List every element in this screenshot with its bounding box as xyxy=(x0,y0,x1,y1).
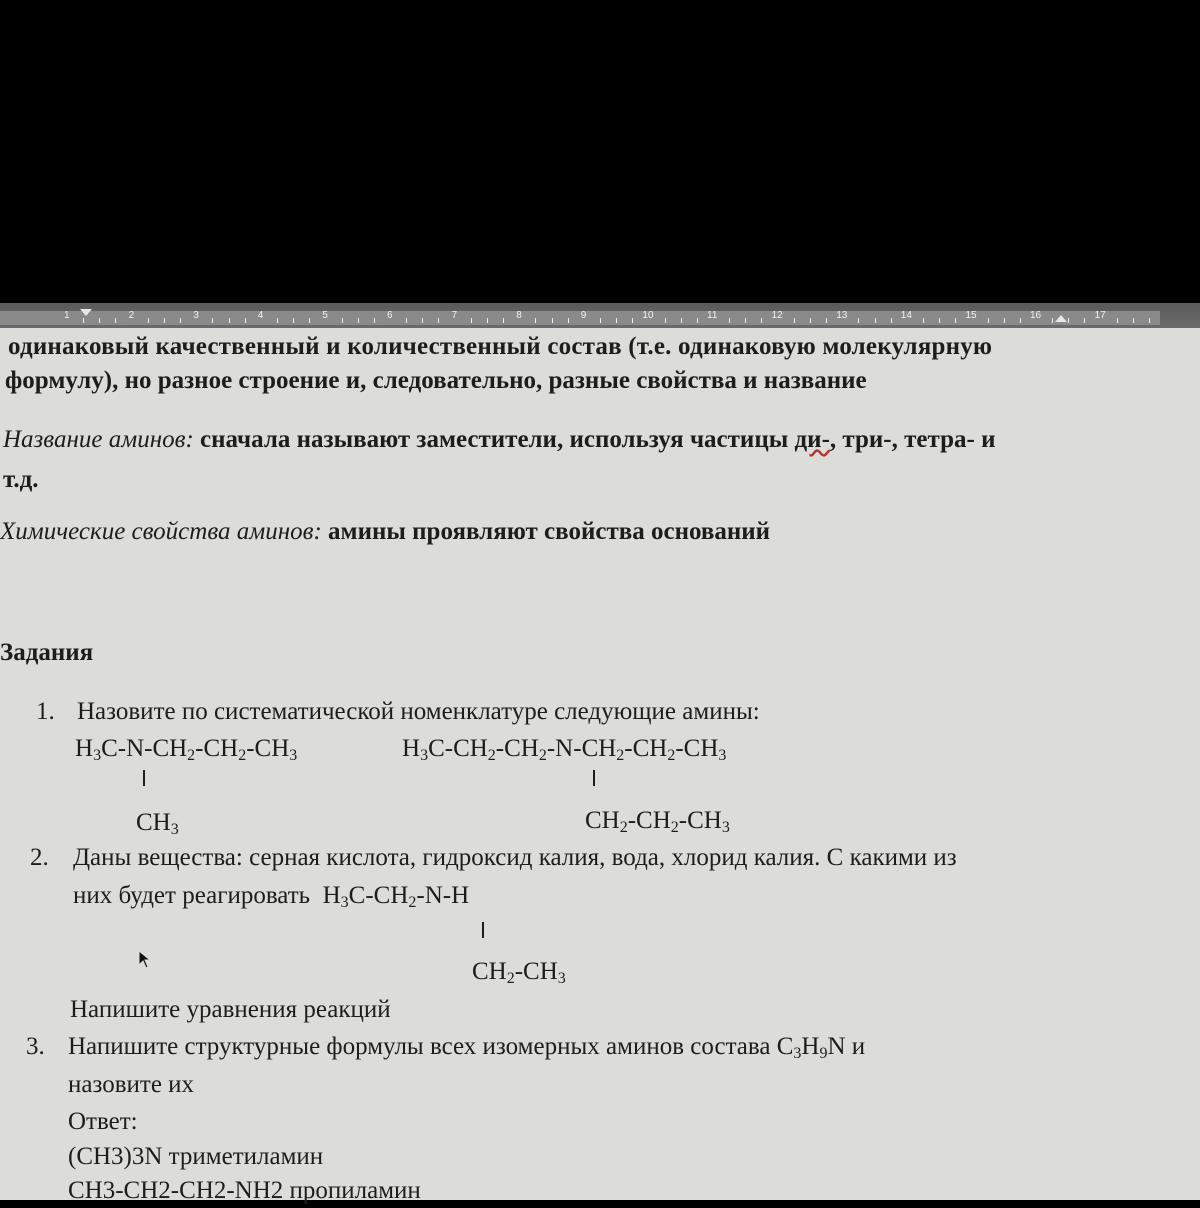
task2-line-1: Даны вещества: серная кислота, гидроксид калия, вода, хлорид калия. С какими из xyxy=(73,844,957,871)
ruler-minor-tick xyxy=(115,318,116,323)
ruler-minor-tick xyxy=(406,318,407,323)
task3-answer-1: (CH3)3N триметиламин xyxy=(68,1143,324,1170)
ruler-minor-tick xyxy=(1020,318,1021,323)
ruler-minor-tick xyxy=(891,318,892,323)
ruler-minor-tick xyxy=(923,318,924,323)
ruler-minor-tick xyxy=(761,318,762,323)
task1-formula-b-branch: $CH_2-CH_2-CH_3$ xyxy=(585,807,730,836)
ruler-minor-tick xyxy=(180,318,181,323)
task3-line-1: Напишите структурные формулы всех изомерных аминов состава $C_3H_9N$ и xyxy=(68,1033,866,1062)
ruler-minor-tick xyxy=(988,318,989,323)
task3-answer-label: Ответ: xyxy=(68,1108,138,1135)
task1-text: Назовите по систематической номенклатуре следующие амины: xyxy=(77,698,760,725)
document-page xyxy=(0,328,1200,1204)
ruler-number: 11 xyxy=(707,310,718,321)
ruler-minor-tick xyxy=(826,318,827,323)
ruler-number: 10 xyxy=(642,310,654,321)
task1-formula-a-bond xyxy=(143,770,145,786)
task2-line-2: них будет реагировать $H_3C-CH_2-N-H$ xyxy=(73,882,470,911)
ruler-minor-tick xyxy=(293,318,294,323)
ruler-minor-tick xyxy=(858,318,859,323)
ruler-number: 15 xyxy=(965,310,977,321)
ruler-minor-tick xyxy=(568,318,569,323)
ruler-minor-tick xyxy=(83,318,84,323)
ruler-number: 6 xyxy=(387,310,393,321)
task3-answer-2: CH3-CH2-CH2-NH2 пропиламин xyxy=(68,1177,421,1204)
ruler-minor-tick xyxy=(99,318,100,323)
task1-formula-a-branch: $CH_3$ xyxy=(136,809,179,838)
ruler-number: 7 xyxy=(451,310,458,321)
ruler-minor-tick xyxy=(955,318,956,323)
ruler-minor-tick xyxy=(422,318,423,323)
task1-formula-b: $H_3C-CH_2-CH_2-N-CH_2-CH_2-CH_3$ xyxy=(402,735,727,764)
ruler-minor-tick xyxy=(552,318,553,323)
ruler-number: 17 xyxy=(1094,310,1106,321)
task3-number: 3. xyxy=(26,1033,45,1060)
naming-di: ди- xyxy=(794,426,830,453)
ruler-minor-tick xyxy=(438,318,439,323)
ruler-number: 8 xyxy=(516,310,522,321)
right-indent-marker-icon[interactable] xyxy=(1055,315,1067,322)
task2-number: 2. xyxy=(30,844,49,871)
ruler-minor-tick xyxy=(1133,318,1134,323)
ruler-minor-tick xyxy=(277,318,278,323)
chem-props-label: Химические свойства аминов: xyxy=(0,518,322,545)
ruler-minor-tick xyxy=(471,318,472,323)
ruler-minor-tick xyxy=(939,318,940,323)
task2-formula-branch: $CH_2-CH_3$ xyxy=(472,958,566,987)
ruler-minor-tick xyxy=(1052,318,1053,323)
ruler-minor-tick xyxy=(1068,318,1069,323)
ruler-minor-tick xyxy=(309,318,310,323)
task2-formula-bond xyxy=(482,922,484,938)
ruler-number: 12 xyxy=(771,310,783,321)
document-ruler[interactable] xyxy=(0,303,1200,329)
task1-formula-a: $H_3C-N-CH_2-CH_2-CH_3$ xyxy=(75,735,298,764)
ruler-minor-tick xyxy=(342,318,343,323)
chem-props-paragraph xyxy=(0,515,770,549)
ruler-number: 5 xyxy=(322,310,328,321)
ruler-number: 4 xyxy=(257,310,264,321)
ruler-number: 3 xyxy=(193,310,199,321)
ruler-minor-tick xyxy=(794,318,795,323)
ruler-minor-tick xyxy=(148,318,149,323)
ruler-minor-tick xyxy=(1084,318,1085,323)
task2-line-3: Напишите уравнения реакций xyxy=(70,996,391,1023)
ruler-minor-tick xyxy=(729,318,730,323)
task2-formula: $H_3C-CH_2-N-H$ xyxy=(322,882,470,911)
ruler-minor-tick xyxy=(1149,318,1150,323)
ruler-number: 16 xyxy=(1030,310,1042,321)
naming-line-2: т.д. xyxy=(3,466,39,493)
ruler-number: 13 xyxy=(836,310,848,321)
ruler-minor-tick xyxy=(374,318,375,323)
ruler-minor-tick xyxy=(681,318,682,323)
ruler-minor-tick xyxy=(535,318,536,323)
ruler-minor-tick xyxy=(745,318,746,323)
chem-props-text: амины проявляют свойства оснований xyxy=(321,518,771,545)
naming-text: сначала называют заместители, используя частицы xyxy=(193,426,795,453)
ruler-number: 2 xyxy=(128,310,135,321)
ruler-number: 9 xyxy=(580,310,587,321)
ruler-minor-tick xyxy=(245,318,246,323)
naming-text-2: , три-, тетра- и xyxy=(829,426,996,453)
ruler-minor-tick xyxy=(616,318,617,323)
ruler-minor-tick xyxy=(697,318,698,323)
ruler-minor-tick xyxy=(1004,318,1005,323)
naming-paragraph xyxy=(3,423,995,457)
intro-line-1: одинаковый качественный и количественный состав (т.е. одинаковую молекулярную xyxy=(8,333,993,360)
ruler-minor-tick xyxy=(810,318,811,323)
ruler-number: 1 xyxy=(64,310,70,321)
ruler-minor-tick xyxy=(875,318,876,323)
ruler-minor-tick xyxy=(665,318,666,323)
ruler-minor-tick xyxy=(1117,318,1118,323)
tasks-heading: Задания xyxy=(0,639,94,666)
ruler-minor-tick xyxy=(212,318,213,323)
naming-label: Название аминов: xyxy=(3,426,194,453)
intro-line-2: формулу), но разное строение и, следовательно, разные свойства и название xyxy=(5,367,867,394)
ruler-number: 14 xyxy=(900,310,912,321)
task1-number: 1. xyxy=(36,698,55,725)
indent-marker-icon[interactable] xyxy=(80,309,92,316)
ruler-minor-tick xyxy=(632,318,633,323)
task1-formula-b-bond xyxy=(593,770,595,786)
ruler-minor-tick xyxy=(229,318,230,323)
ruler-minor-tick xyxy=(164,318,165,323)
ruler-minor-tick xyxy=(487,318,488,323)
ruler-minor-tick xyxy=(358,318,359,323)
ruler-minor-tick xyxy=(503,318,504,323)
mouse-cursor-icon xyxy=(138,950,152,970)
task3-line-2: назовите их xyxy=(68,1071,195,1098)
ruler-minor-tick xyxy=(600,318,601,323)
